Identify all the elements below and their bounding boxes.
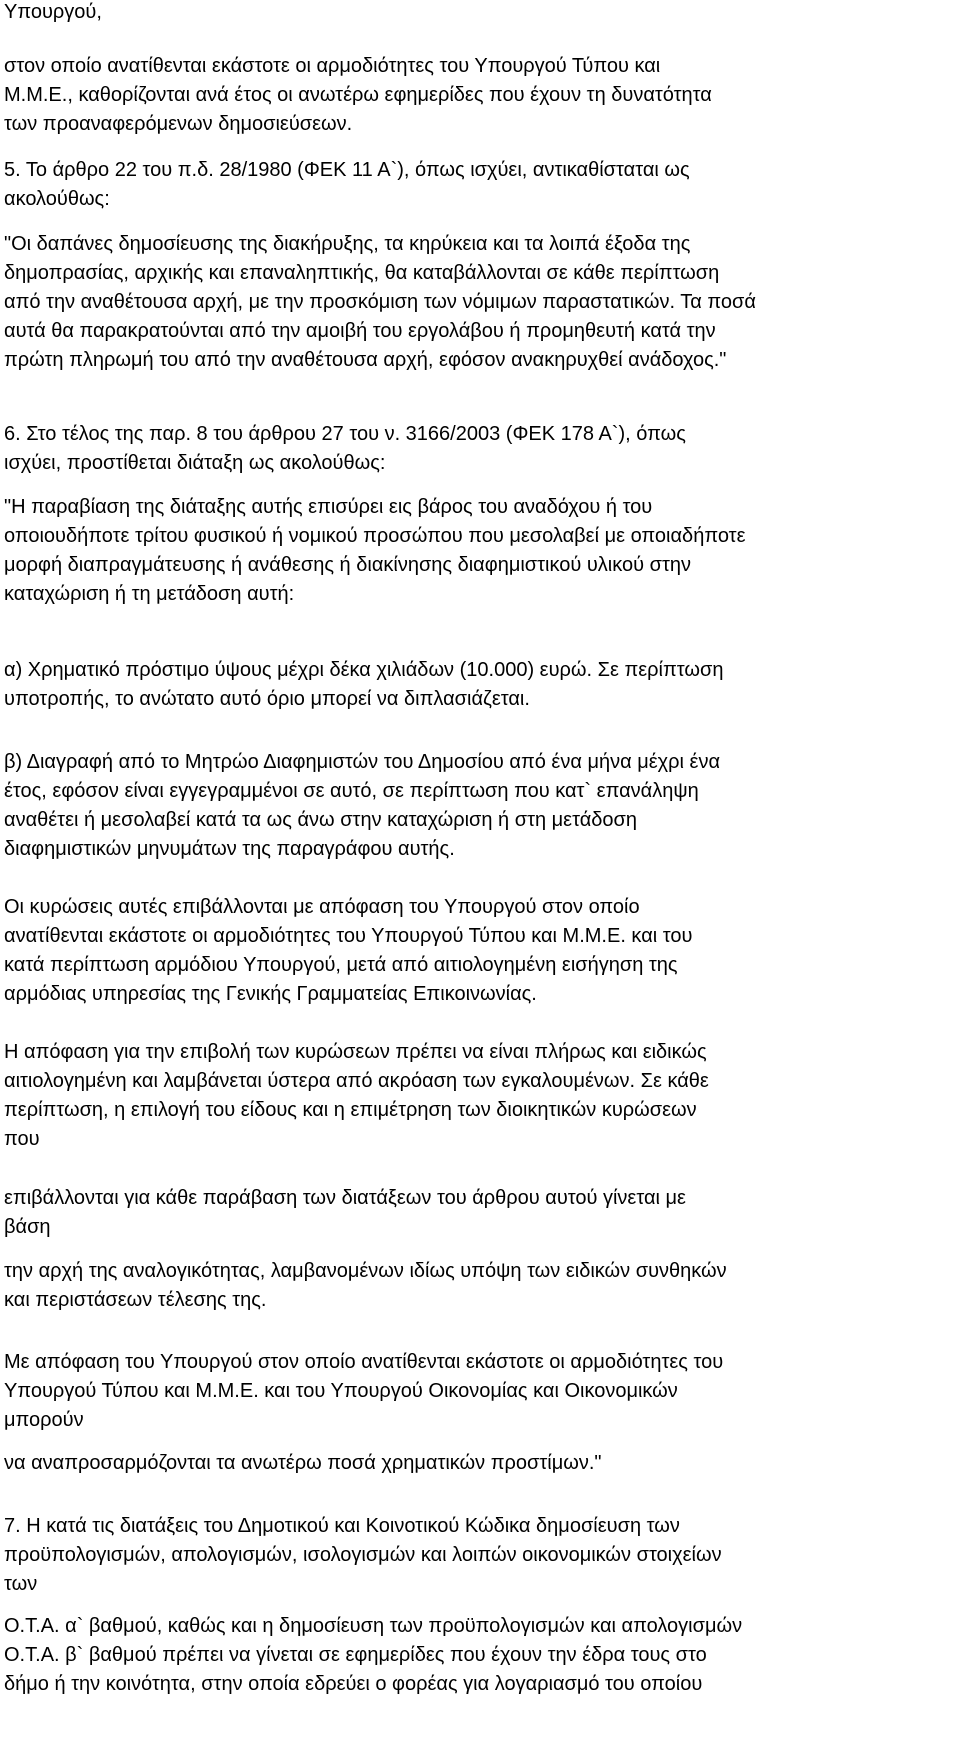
text-line: "Οι δαπάνες δημοσίευσης της διακήρυξης, τα κηρύκεια και τα λοιπά έξοδα της — [4, 233, 691, 255]
paragraph-proportionality — [4, 1257, 956, 1315]
text-line: να αναπροσαρμόζονται τα ανωτέρω ποσά χρηματικών προστίμων." — [4, 1452, 602, 1474]
paragraph-item-5 — [4, 156, 956, 214]
text-line: έτος, εφόσον είναι εγγεγραμμένοι σε αυτό, σε περίπτωση που κατ` επανάληψη — [4, 780, 699, 802]
text-line: ακολούθως: — [4, 188, 110, 210]
text-line: 6. Στο τέλος της παρ. 8 του άρθρου 27 του ν. 3166/2003 (ΦΕΚ 178 Α`), όπως — [4, 423, 686, 445]
text-line: Υπουργού Τύπου και Μ.Μ.Ε. και του Υπουργού Οικονομίας και Οικονομικών — [4, 1380, 678, 1402]
text-line: επιβάλλονται για κάθε παράβαση των διατάξεων του άρθρου αυτού γίνεται με — [4, 1187, 686, 1209]
paragraph-heading-fragment — [4, 0, 956, 27]
paragraph-ota — [4, 1612, 956, 1699]
text-line: δημοπρασίας, αρχικής και επαναληπτικής, θα καταβάλλονται σε κάθε περίπτωση — [4, 262, 720, 284]
text-line: οποιουδήποτε τρίτου φυσικού ή νομικού προσώπου που μεσολαβεί με οποιαδήποτε — [4, 525, 746, 547]
text-line: των — [4, 1573, 38, 1595]
text-line: αυτά θα παρακρατούνται από την αμοιβή του εργολάβου ή προμηθευτή κατά την — [4, 320, 716, 342]
paragraph-decision — [4, 1038, 956, 1154]
text-line: ισχύει, προστίθεται διάταξη ως ακολούθως: — [4, 452, 386, 474]
text-line: Με απόφαση του Υπουργού στον οποίο ανατίθενται εκάστοτε οι αρμοδιότητες του — [4, 1351, 724, 1373]
text-line: β) Διαγραφή από το Μητρώο Διαφημιστών του Δημοσίου από ένα μήνα μέχρι ένα — [4, 751, 721, 773]
text-line: αιτιολογημένη και λαμβάνεται ύστερα από ακρόαση των εγκαλουμένων. Σε κάθε — [4, 1070, 709, 1092]
text-line: Μ.Μ.Ε., καθορίζονται ανά έτος οι ανωτέρω εφημερίδες που έχουν τη δυνατότητα — [4, 84, 712, 106]
text-line: βάση — [4, 1216, 51, 1238]
text-line: "Η παραβίαση της διάταξης αυτής επισύρει εις βάρος του αναδόχου ή του — [4, 496, 653, 518]
paragraph-intro — [4, 52, 956, 139]
text-line: αρμόδιας υπηρεσίας της Γενικής Γραμματείας Επικοινωνίας. — [4, 983, 537, 1005]
text-line: περίπτωση, η επιλογή του είδους και η επιμέτρηση των διοικητικών κυρώσεων — [4, 1099, 697, 1121]
paragraph-item-7 — [4, 1512, 956, 1599]
text-line: που — [4, 1128, 40, 1150]
text-line: 7. Η κατά τις διατάξεις του Δημοτικού και Κοινοτικού Κώδικα δημοσίευση των — [4, 1515, 680, 1537]
paragraph-item-b — [4, 748, 956, 864]
text-line: προϋπολογισμών, απολογισμών, ισολογισμών και λοιπών οικονομικών στοιχείων — [4, 1544, 722, 1566]
paragraph-imposed — [4, 1184, 956, 1242]
text-line: την αρχή της αναλογικότητας, λαμβανομένων ιδίως υπόψη των ειδικών συνθηκών — [4, 1260, 727, 1282]
paragraph-item-a — [4, 656, 956, 714]
text-line: Ο.Τ.Α. β` βαθμού πρέπει να γίνεται σε εφημερίδες που έχουν την έδρα τους στο — [4, 1644, 707, 1666]
text-line: κατά περίπτωση αρμόδιου Υπουργού, μετά από αιτιολογημένη εισήγηση της — [4, 954, 678, 976]
text-line: καταχώριση ή τη μετάδοση αυτή: — [4, 583, 295, 605]
text-line: α) Χρηματικό πρόστιμο ύψους μέχρι δέκα χιλιάδων (10.000) ευρώ. Σε περίπτωση — [4, 659, 724, 681]
text-line: ανατίθενται εκάστοτε οι αρμοδιότητες του Υπουργού Τύπου και Μ.Μ.Ε. και του — [4, 925, 693, 947]
paragraph-sanctions — [4, 893, 956, 1009]
paragraph-adjust-amounts — [4, 1449, 956, 1478]
paragraph-quote-expenses — [4, 230, 956, 375]
paragraph-ministerial-decision — [4, 1348, 956, 1435]
text-line: και περιστάσεων τέλεσης της. — [4, 1289, 267, 1311]
text-line: 5. Το άρθρο 22 του π.δ. 28/1980 (ΦΕΚ 11 Α`), όπως ισχύει, αντικαθίσταται ως — [4, 159, 690, 181]
text-line: δήμο ή την κοινότητα, στην οποία εδρεύει ο φορέας για λογαριασμό του οποίου — [4, 1673, 703, 1695]
text-line: Υπουργού, — [4, 1, 102, 23]
text-line: των προαναφερόμενων δημοσιεύσεων. — [4, 113, 353, 135]
paragraph-item-6 — [4, 420, 956, 478]
text-line: Η απόφαση για την επιβολή των κυρώσεων πρέπει να είναι πλήρως και ειδικώς — [4, 1041, 707, 1063]
text-line: Οι κυρώσεις αυτές επιβάλλονται με απόφαση του Υπουργού στον οποίο — [4, 896, 640, 918]
text-line: στον οποίο ανατίθενται εκάστοτε οι αρμοδιότητες του Υπουργού Τύπου και — [4, 55, 661, 77]
text-line: Ο.Τ.Α. α` βαθμού, καθώς και η δημοσίευση των προϋπολογισμών και απολογισμών — [4, 1615, 743, 1637]
text-line: μορφή διαπραγμάτευσης ή ανάθεσης ή διακίνησης διαφημιστικού υλικού στην — [4, 554, 691, 576]
text-line: υποτροπής, το ανώτατο αυτό όριο μπορεί να διπλασιάζεται. — [4, 688, 530, 710]
text-line: πρώτη πληρωμή του από την αναθέτουσα αρχή, εφόσον ανακηρυχθεί ανάδοχος." — [4, 349, 727, 371]
text-line: διαφημιστικών μηνυμάτων της παραγράφου αυτής. — [4, 838, 455, 860]
text-line: από την αναθέτουσα αρχή, με την προσκόμιση των νόμιμων παραστατικών. Τα ποσά — [4, 291, 756, 313]
paragraph-quote-violation — [4, 493, 956, 609]
text-line: αναθέτει ή μεσολαβεί κατά τα ως άνω στην καταχώριση ή στη μετάδοση — [4, 809, 637, 831]
text-line: μπορούν — [4, 1409, 84, 1431]
